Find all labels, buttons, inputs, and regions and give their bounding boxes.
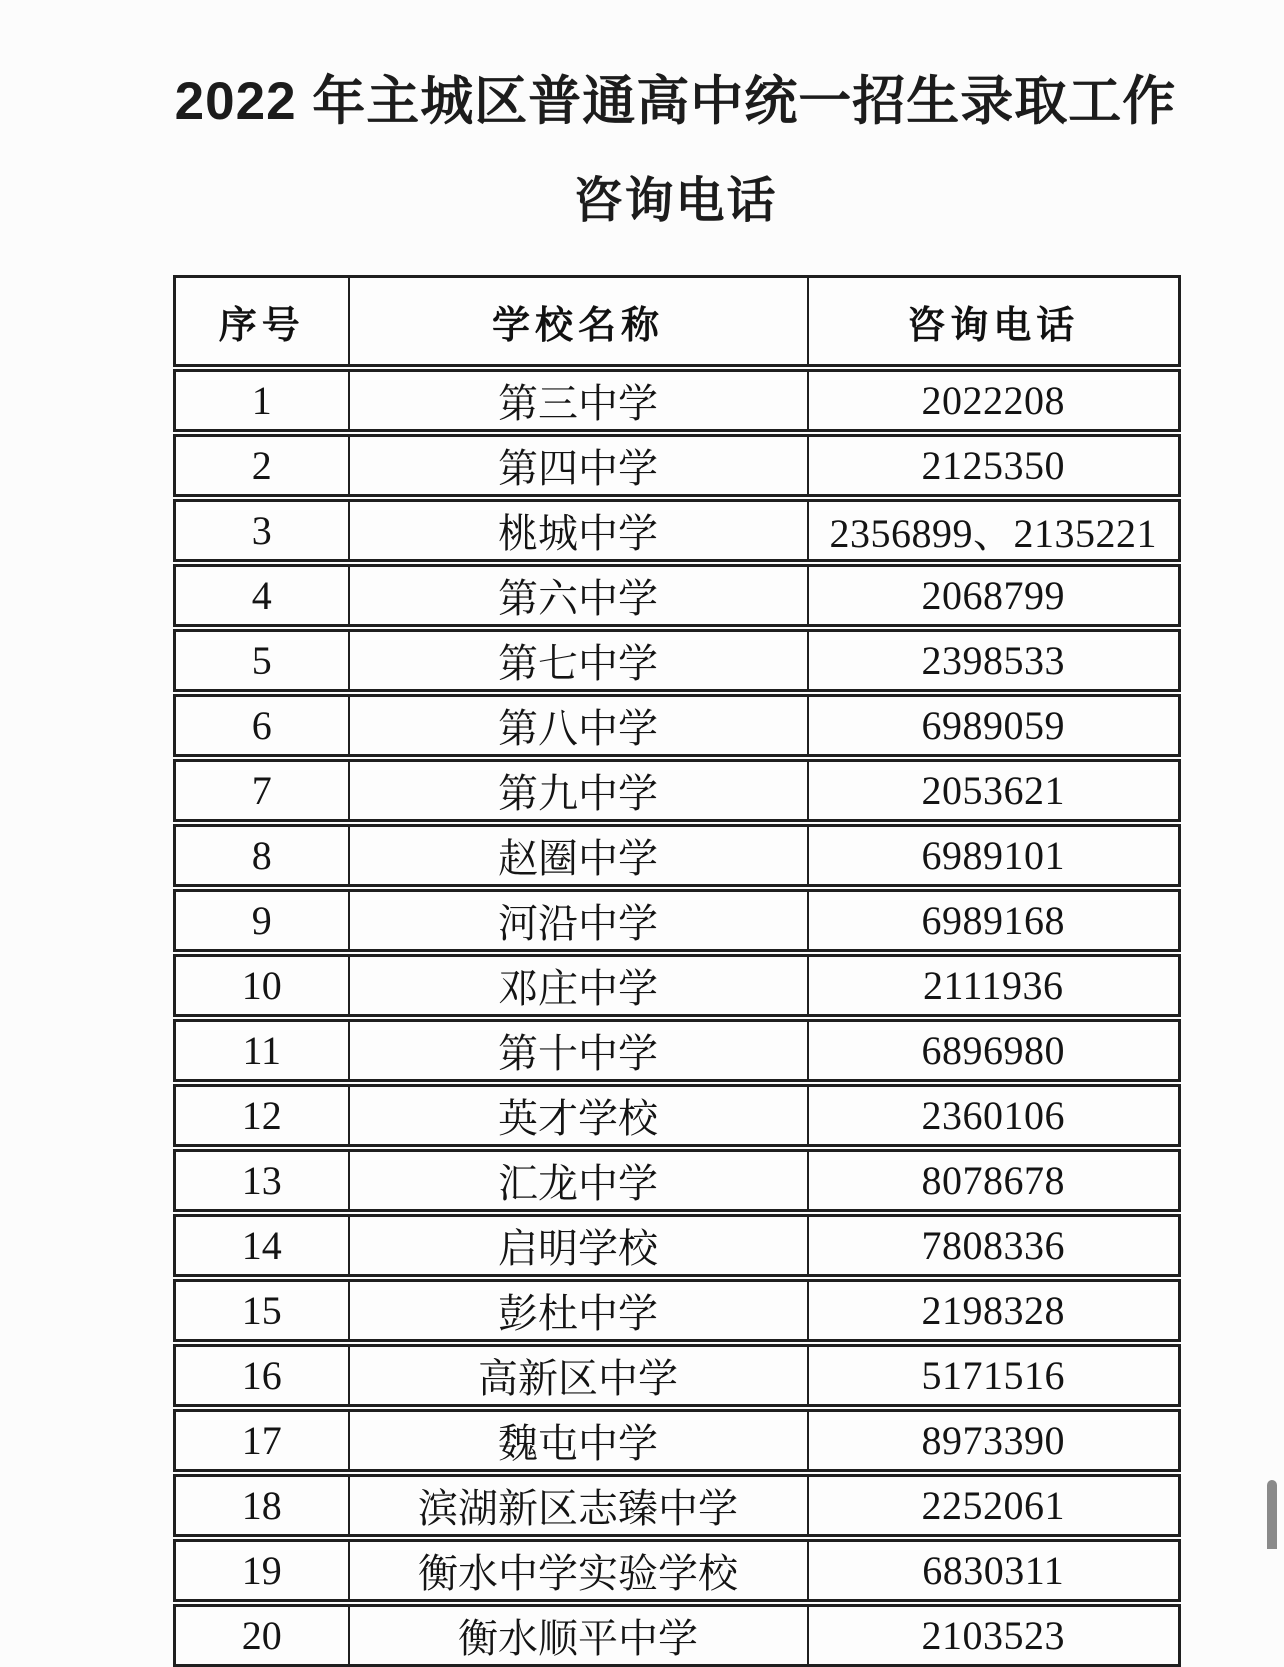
cell-phone: 2398533 <box>808 628 1180 693</box>
cell-school: 第九中学 <box>349 758 808 823</box>
cell-phone: 6896980 <box>808 1018 1180 1083</box>
scrollbar-thumb[interactable] <box>1267 1480 1277 1549</box>
column-header-phone: 咨询电话 <box>808 277 1180 369</box>
table-row <box>175 628 1180 693</box>
table-row <box>175 888 1180 953</box>
cell-school: 衡水中学实验学校 <box>349 1538 808 1603</box>
cell-no: 12 <box>175 1083 349 1148</box>
table-row <box>175 1278 1180 1343</box>
phone-directory-table <box>173 275 1181 1667</box>
cell-school: 滨湖新区志臻中学 <box>349 1473 808 1538</box>
cell-no: 11 <box>175 1018 349 1083</box>
cell-no: 7 <box>175 758 349 823</box>
cell-phone: 2356899、2135221 <box>808 498 1180 563</box>
cell-phone: 5171516 <box>808 1343 1180 1408</box>
cell-phone: 6830311 <box>808 1538 1180 1603</box>
cell-phone: 2252061 <box>808 1473 1180 1538</box>
cell-no: 9 <box>175 888 349 953</box>
cell-school: 第七中学 <box>349 628 808 693</box>
cell-school: 第三中学 <box>349 368 808 433</box>
table-row <box>175 1213 1180 1278</box>
header-row <box>175 277 1180 369</box>
cell-school: 第十中学 <box>349 1018 808 1083</box>
cell-school: 第四中学 <box>349 433 808 498</box>
cell-no: 16 <box>175 1343 349 1408</box>
cell-no: 3 <box>175 498 349 563</box>
table-row <box>175 823 1180 888</box>
cell-phone: 7808336 <box>808 1213 1180 1278</box>
cell-school: 河沿中学 <box>349 888 808 953</box>
cell-phone: 2125350 <box>808 433 1180 498</box>
cell-no: 10 <box>175 953 349 1018</box>
cell-no: 13 <box>175 1148 349 1213</box>
cell-phone: 6989059 <box>808 693 1180 758</box>
cell-phone: 2360106 <box>808 1083 1180 1148</box>
cell-phone: 2103523 <box>808 1603 1180 1666</box>
cell-no: 5 <box>175 628 349 693</box>
table-row <box>175 498 1180 563</box>
cell-school: 彭杜中学 <box>349 1278 808 1343</box>
table-row <box>175 693 1180 758</box>
cell-phone: 6989168 <box>808 888 1180 953</box>
cell-school: 英才学校 <box>349 1083 808 1148</box>
cell-school: 桃城中学 <box>349 498 808 563</box>
cell-school: 启明学校 <box>349 1213 808 1278</box>
cell-phone: 2022208 <box>808 368 1180 433</box>
cell-no: 18 <box>175 1473 349 1538</box>
table-row <box>175 1538 1180 1603</box>
table-row <box>175 1083 1180 1148</box>
table-row <box>175 368 1180 433</box>
cell-school: 高新区中学 <box>349 1343 808 1408</box>
table-row <box>175 953 1180 1018</box>
cell-no: 20 <box>175 1603 349 1666</box>
table-row <box>175 1473 1180 1538</box>
cell-no: 8 <box>175 823 349 888</box>
cell-no: 1 <box>175 368 349 433</box>
cell-no: 19 <box>175 1538 349 1603</box>
cell-school: 赵圈中学 <box>349 823 808 888</box>
table-body <box>175 368 1180 1666</box>
cell-phone: 2068799 <box>808 563 1180 628</box>
table-row <box>175 1148 1180 1213</box>
cell-school: 汇龙中学 <box>349 1148 808 1213</box>
page-title-line1: 2022 年主城区普通高中统一招生录取工作 <box>174 72 1177 131</box>
table-row <box>175 1018 1180 1083</box>
table-row <box>175 1603 1180 1666</box>
cell-phone: 8973390 <box>808 1408 1180 1473</box>
cell-school: 魏屯中学 <box>349 1408 808 1473</box>
cell-phone: 6989101 <box>808 823 1180 888</box>
cell-no: 14 <box>175 1213 349 1278</box>
table-row <box>175 758 1180 823</box>
column-header-school: 学校名称 <box>349 277 808 369</box>
cell-no: 4 <box>175 563 349 628</box>
cell-phone: 2053621 <box>808 758 1180 823</box>
cell-phone: 2111936 <box>808 953 1180 1018</box>
table-row <box>175 1408 1180 1473</box>
cell-no: 15 <box>175 1278 349 1343</box>
cell-phone: 2198328 <box>808 1278 1180 1343</box>
table-row <box>175 1343 1180 1408</box>
cell-no: 6 <box>175 693 349 758</box>
cell-school: 第六中学 <box>349 563 808 628</box>
table-row <box>175 563 1180 628</box>
page-title-line2: 咨询电话 <box>573 174 778 228</box>
cell-school: 第八中学 <box>349 693 808 758</box>
cell-no: 2 <box>175 433 349 498</box>
cell-phone: 8078678 <box>808 1148 1180 1213</box>
cell-school: 衡水顺平中学 <box>349 1603 808 1666</box>
table-row <box>175 433 1180 498</box>
document-content <box>173 0 1178 1667</box>
column-header-no: 序号 <box>175 277 349 369</box>
cell-no: 17 <box>175 1408 349 1473</box>
cell-school: 邓庄中学 <box>349 953 808 1018</box>
table-header <box>175 277 1180 369</box>
